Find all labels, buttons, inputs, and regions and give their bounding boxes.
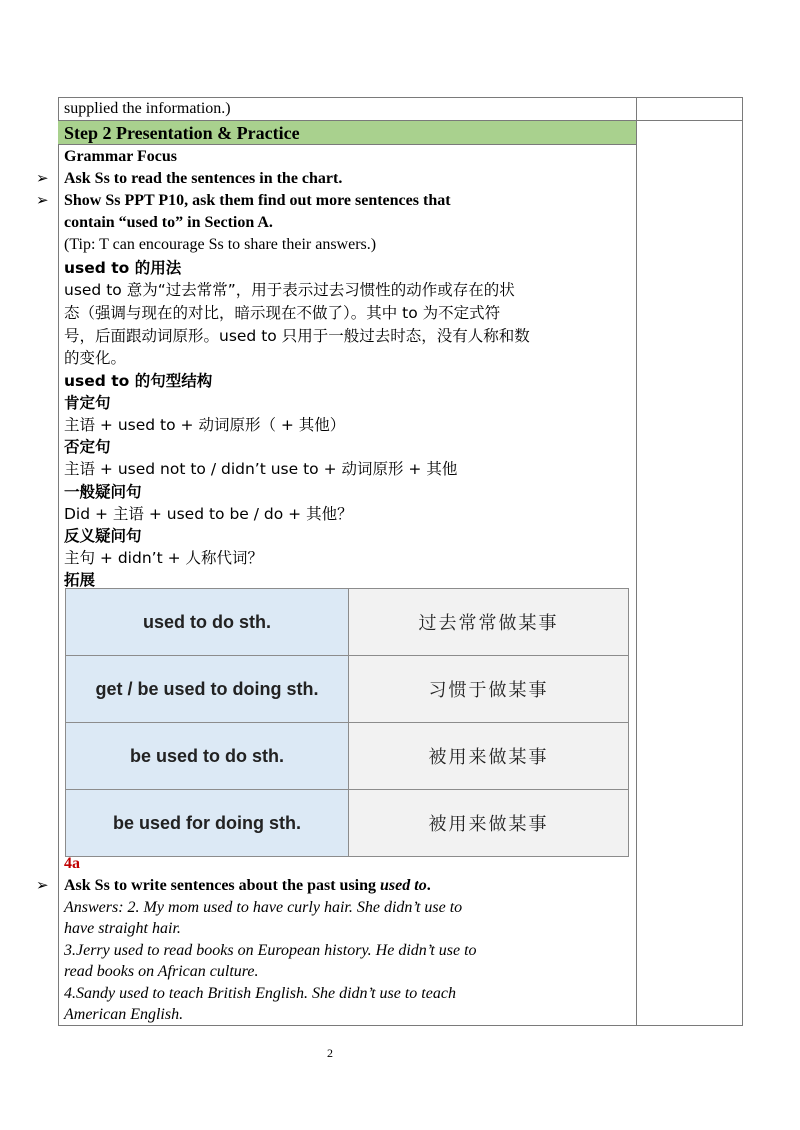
chart-phrase: get / be used to doing sth. (66, 656, 349, 723)
usage-text-2: 态（强调与现在的对比，暗示现在不做了）。其中 to 为不定式符 (64, 304, 501, 322)
tag-question-heading: 反义疑问句 (64, 527, 142, 545)
answer-line-5: 4.Sandy used to teach British English. She didn’t use to teach (64, 985, 456, 1002)
affirmative-pattern: 主语 + used to + 动词原形（ + 其他） (64, 416, 346, 434)
chart-meaning: 过去常常做某事 (349, 589, 629, 656)
used-to-chart (65, 588, 629, 857)
tip-line: (Tip: T can encourage Ss to share their answers.) (64, 236, 377, 253)
instruction-ppt-cont: contain “used to” in Section A. (64, 214, 273, 231)
chart-row (66, 656, 629, 723)
bullet-arrow-icon: ➢ (36, 171, 49, 187)
page-number: 2 (327, 1046, 333, 1060)
negative-pattern: 主语 + used not to / didn’t use to + 动词原形 + 其他 (64, 460, 458, 478)
question-pattern: Did + 主语 + used to be / do + 其他？ (64, 505, 353, 523)
grammar-focus-heading: Grammar Focus (64, 148, 178, 165)
bullet-arrow-icon: ➢ (36, 193, 49, 209)
usage-text-3: 号，后面跟动词原形。used to 只用于一般过去时态，没有人称和数 (64, 327, 530, 345)
top-line: supplied the information.) (64, 100, 231, 117)
instruction-write-end: . (426, 877, 431, 894)
chart-row (66, 790, 629, 857)
usage-heading: used to 的用法 (64, 259, 182, 277)
expand-heading: 拓展 (64, 571, 96, 589)
answer-line-3: 3.Jerry used to read books on European history. He didn’t use to (64, 942, 477, 959)
answer-line-4: read books on African culture. (64, 963, 259, 980)
affirmative-heading: 肯定句 (64, 394, 111, 412)
chart-phrase: be used for doing sth. (66, 790, 349, 857)
instruction-ppt: Show Ss PPT P10, ask them find out more sentences that (64, 192, 451, 209)
bullet-arrow-icon: ➢ (36, 878, 49, 894)
instruction-write-text: Ask Ss to write sentences about the past using (64, 877, 381, 894)
step-heading: Step 2 Presentation & Practice (64, 123, 300, 143)
tag-question-pattern: 主句 + didn’t + 人称代词？ (64, 549, 263, 567)
column-divider (636, 97, 637, 1026)
answer-line-2: have straight hair. (64, 920, 181, 937)
chart-meaning: 习惯于做某事 (349, 656, 629, 723)
question-heading: 一般疑问句 (64, 483, 142, 501)
answer-line-1: Answers: 2. My mom used to have curly hair. She didn’t use to (64, 899, 463, 916)
negative-heading: 否定句 (64, 438, 111, 456)
instruction-read: Ask Ss to read the sentences in the chart. (64, 170, 343, 187)
section-4a-label: 4a (64, 855, 80, 872)
chart-phrase: used to do sth. (66, 589, 349, 656)
answer-line-6: American English. (64, 1006, 184, 1023)
instruction-write-emphasis: used to (380, 877, 427, 894)
usage-text-1: used to 意为“过去常常”，用于表示过去习惯性的动作或存在的状 (64, 281, 515, 299)
chart-phrase: be used to do sth. (66, 723, 349, 790)
chart-meaning: 被用来做某事 (349, 723, 629, 790)
structure-heading: used to 的句型结构 (64, 372, 213, 390)
row-divider (636, 120, 743, 121)
chart-meaning: 被用来做某事 (349, 790, 629, 857)
usage-text-4: 的变化。 (64, 349, 127, 367)
instruction-write (64, 875, 431, 897)
chart-row (66, 723, 629, 790)
chart-row (66, 589, 629, 656)
